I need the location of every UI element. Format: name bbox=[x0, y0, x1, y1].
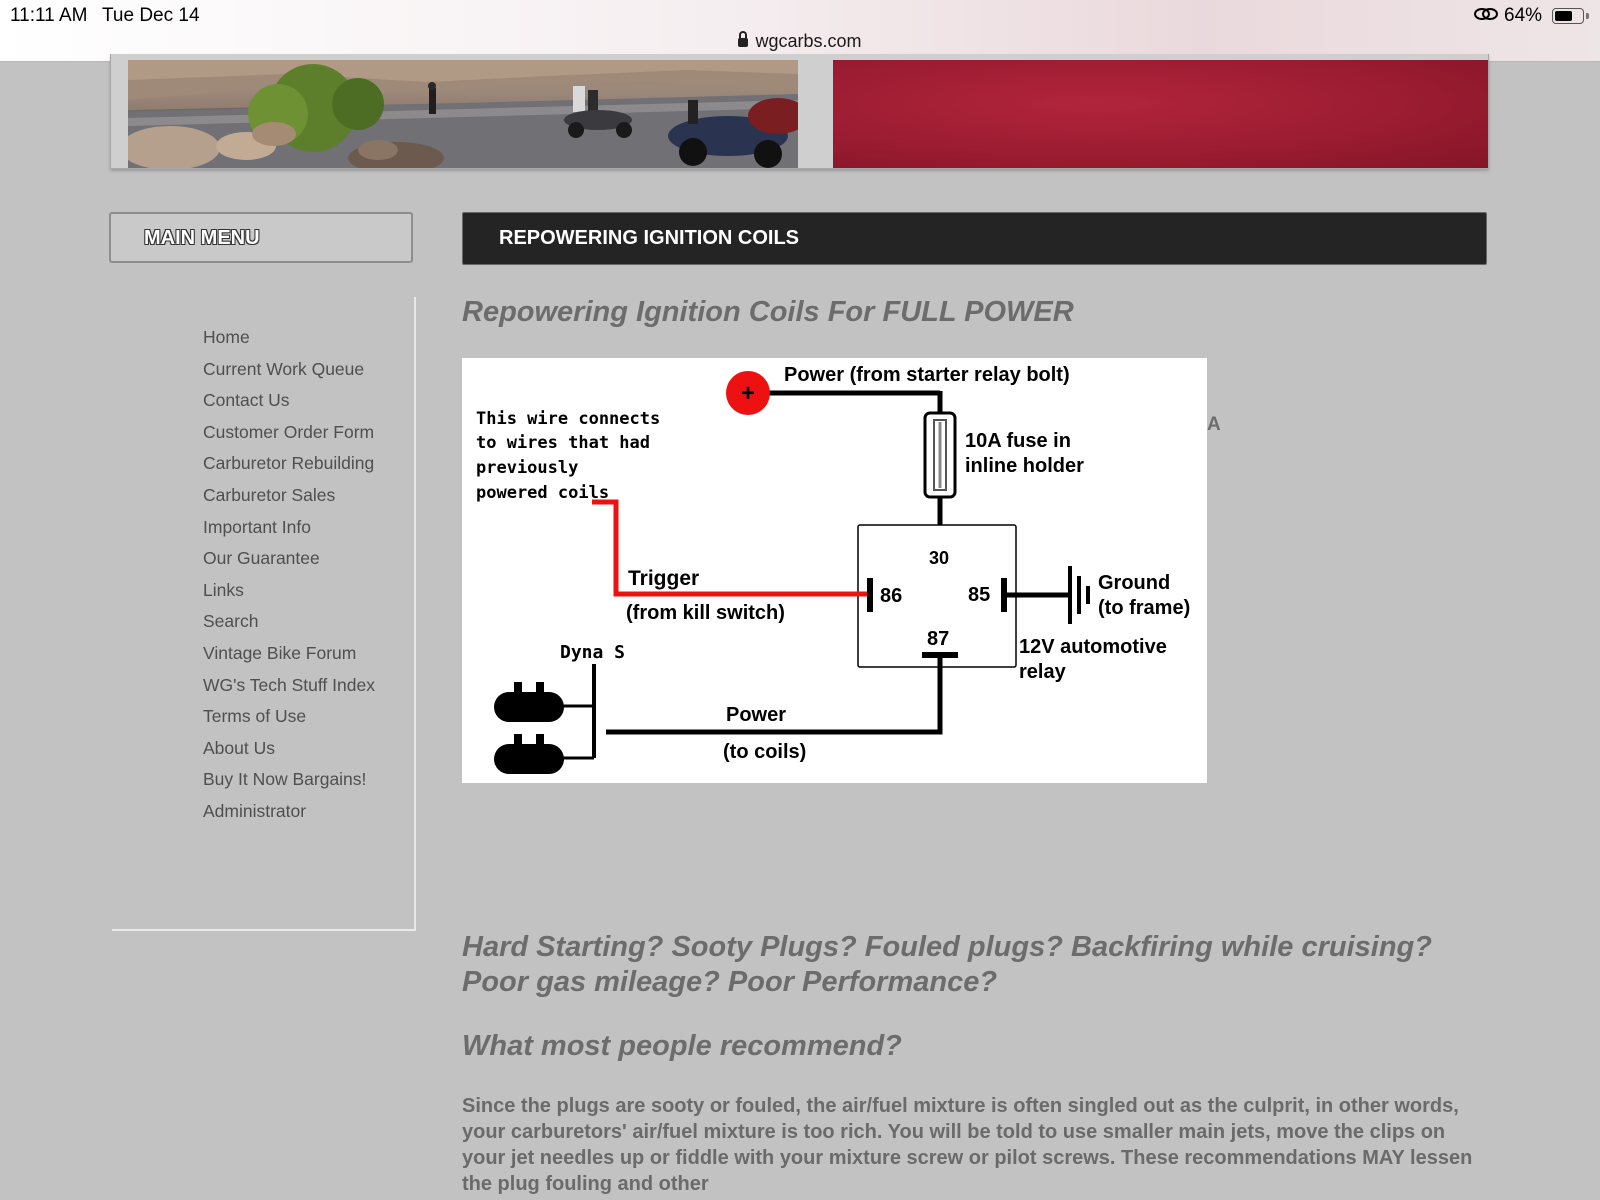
menu-item-vintage-bike-forum[interactable]: Vintage Bike Forum bbox=[203, 642, 357, 663]
ignition-coil-icon bbox=[494, 682, 564, 722]
label-pin-85: 85 bbox=[968, 584, 991, 606]
menu-item-tech-stuff-index[interactable]: WG's Tech Stuff Index bbox=[203, 674, 375, 695]
label-fuse-2: inline holder bbox=[965, 455, 1084, 477]
label-pin-30: 30 bbox=[929, 548, 950, 568]
status-time: 11:11 AM bbox=[10, 5, 88, 26]
battery-cap bbox=[1586, 13, 1589, 19]
wiring-diagram-svg bbox=[462, 358, 1207, 783]
label-relay-2: relay bbox=[1019, 661, 1066, 683]
menu-item-carburetor-sales[interactable]: Carburetor Sales bbox=[203, 484, 336, 505]
menu-item-buy-it-now[interactable]: Buy It Now Bargains! bbox=[203, 769, 367, 790]
menu-item-about-us[interactable]: About Us bbox=[203, 737, 275, 758]
label-trigger-sub: (from kill switch) bbox=[626, 602, 785, 624]
label-wire-note-1: This wire connects bbox=[476, 409, 661, 429]
banner-photo bbox=[128, 60, 798, 168]
site-banner bbox=[110, 54, 1489, 169]
label-power-bottom-sub: (to coils) bbox=[723, 741, 807, 763]
lock-icon bbox=[738, 38, 748, 47]
fuse-icon bbox=[925, 413, 955, 497]
label-relay-1: 12V automotive bbox=[1019, 636, 1167, 658]
main-menu-header bbox=[109, 212, 413, 263]
label-ground-2: (to frame) bbox=[1098, 597, 1191, 619]
label-wire-note-3: previously bbox=[476, 458, 579, 478]
menu-item-carburetor-rebuilding[interactable]: Carburetor Rebuilding bbox=[203, 453, 375, 474]
label-wire-note-4: powered coils bbox=[476, 483, 610, 503]
banner-red-panel bbox=[833, 60, 1488, 168]
menu-item-search[interactable]: Search bbox=[203, 611, 259, 632]
label-wire-note-2: to wires that had bbox=[476, 433, 650, 453]
label-power-top: Power (from starter relay bolt) bbox=[784, 364, 1070, 386]
link-icon bbox=[1474, 6, 1498, 22]
menu-item-links[interactable]: Links bbox=[203, 579, 244, 600]
status-date: Tue Dec 14 bbox=[102, 5, 200, 26]
article-title-bar bbox=[462, 212, 1487, 265]
address-url: wgcarbs.com bbox=[755, 31, 862, 51]
battery-percent: 64% bbox=[1504, 5, 1543, 26]
label-trigger: Trigger bbox=[628, 567, 700, 590]
motorcycles-photo bbox=[128, 60, 798, 168]
article-heading: Repowering Ignition Coils For FULL POWER bbox=[462, 296, 1074, 328]
menu-item-important-info[interactable]: Important Info bbox=[203, 516, 311, 537]
symptoms-heading: Hard Starting? Sooty Plugs? Fouled plugs? Backfiring while cruising? Poor gas mileage? Poor Performance? bbox=[462, 931, 1432, 998]
label-pin-86: 86 bbox=[880, 585, 903, 607]
article-title: REPOWERING IGNITION COILS bbox=[499, 227, 800, 249]
label-power-bottom: Power bbox=[726, 704, 787, 726]
battery-icon bbox=[1552, 8, 1584, 24]
menu-item-home[interactable]: Home bbox=[203, 327, 250, 347]
stray-text: A bbox=[1207, 414, 1221, 435]
wiring-diagram bbox=[462, 358, 1207, 783]
menu-item-customer-order-form[interactable]: Customer Order Form bbox=[203, 421, 375, 442]
menu-item-terms-of-use[interactable]: Terms of Use bbox=[203, 706, 307, 727]
address-bar[interactable] bbox=[0, 31, 1600, 52]
label-ground-1: Ground bbox=[1098, 572, 1171, 594]
battery-fill bbox=[1555, 11, 1572, 21]
plus-symbol: + bbox=[740, 380, 756, 407]
label-pin-87: 87 bbox=[927, 628, 950, 650]
main-menu-title: MAIN MENU bbox=[144, 227, 260, 249]
ground-symbol-icon bbox=[1070, 566, 1088, 624]
article-paragraph: Since the plugs are sooty or fouled, the air/fuel mixture is often singled out as the culprit, in other words, your carburetors' air/fuel mixture is too rich. You will be told to use smaller main jets, move the clips on your jet needles up or fiddle with your mixture screw or pilot screws. These recommendations MAY lessen the plug fouling and other bbox=[462, 1095, 1473, 1195]
label-dyna: Dyna S bbox=[560, 642, 626, 663]
label-fuse-1: 10A fuse in bbox=[965, 430, 1071, 452]
recommend-heading: What most people recommend? bbox=[462, 1030, 902, 1062]
main-menu-panel bbox=[112, 297, 416, 931]
menu-item-current-work-queue[interactable]: Current Work Queue bbox=[203, 358, 365, 379]
menu-item-our-guarantee[interactable]: Our Guarantee bbox=[203, 548, 320, 569]
menu-item-administrator[interactable]: Administrator bbox=[203, 800, 307, 821]
menu-item-contact-us[interactable]: Contact Us bbox=[203, 390, 290, 411]
ignition-coil-icon bbox=[494, 734, 564, 774]
status-bar bbox=[0, 0, 1600, 62]
main-menu-list bbox=[203, 326, 393, 832]
